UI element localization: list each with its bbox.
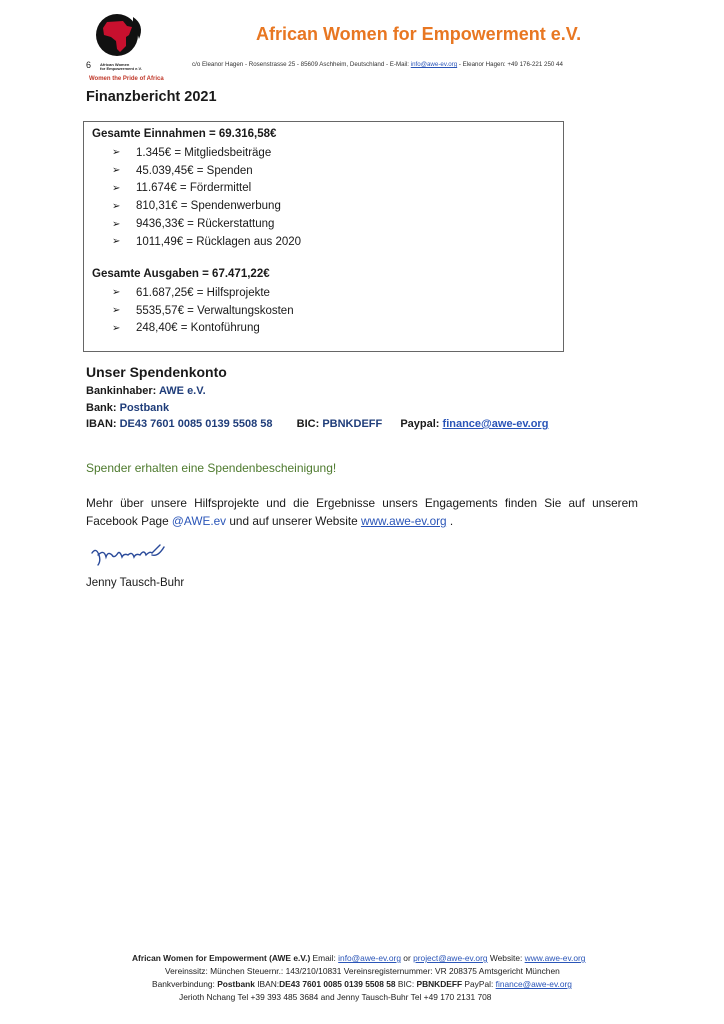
income-total: Gesamte Einnahmen = 69.316,58€ — [92, 128, 277, 140]
iban-line: IBAN: DE43 7601 0085 0139 5508 58 BIC: PBNKDEFF Paypal: finance@awe-ev.org — [86, 418, 549, 430]
footer-line-1: African Women for Empowerment (AWE e.V.) Email: info@awe-ev.org or project@awe-ev.org Website: www.awe-ev.org — [132, 953, 586, 963]
arrow-bullet-icon: ➢ — [112, 182, 121, 194]
org-logo — [93, 13, 153, 61]
footer-line-4: Jerioth Nchang Tel +39 393 485 3684 and Jenny Tausch-Buhr Tel +49 170 2131 708 — [179, 992, 492, 1002]
page-number: 6 — [86, 60, 92, 70]
arrow-bullet-icon: ➢ — [112, 165, 121, 177]
bic-value: PBNKDEFF — [322, 418, 383, 430]
footer-email-info[interactable]: info@awe-ev.org — [338, 953, 401, 963]
list-item: ➢ 61.687,25€ = Hilfsprojekte — [112, 286, 270, 299]
arrow-bullet-icon: ➢ — [112, 305, 121, 317]
bank-holder: Bankinhaber: AWE e.V. — [86, 385, 206, 397]
list-item: ➢ 5535,57€ = Verwaltungskosten — [112, 304, 294, 317]
list-item: ➢ 1.345€ = Mitgliedsbeiträge — [112, 146, 272, 159]
finance-summary-box — [83, 121, 564, 352]
footer-paypal[interactable]: finance@awe-ev.org — [495, 979, 572, 989]
bank-name: Bank: Postbank — [86, 402, 170, 414]
header-email-link[interactable]: info@awe-ev.org — [410, 61, 458, 68]
footer-email-project[interactable]: project@awe-ev.org — [413, 953, 488, 963]
footer-line-2: Vereinssitz: München Steuernr.: 143/210/10831 Vereinsregisternummer: VR 208375 Amtsgericht München — [165, 966, 560, 976]
income-list — [112, 144, 301, 251]
footer-website[interactable]: www.awe-ev.org — [524, 953, 586, 963]
list-item: ➢ 9436,33€ = Rückerstattung — [112, 218, 275, 231]
list-item: ➢ 1011,49€ = Rücklagen aus 2020 — [112, 235, 302, 248]
list-item: ➢ 11.674€ = Fördermittel — [112, 182, 252, 195]
iban-value: DE43 7601 0085 0139 5508 58 — [119, 418, 273, 430]
arrow-bullet-icon: ➢ — [112, 200, 121, 212]
org-title: African Women for Empowerment e.V. — [256, 24, 582, 44]
arrow-bullet-icon: ➢ — [112, 322, 121, 334]
konto-title: Unser Spendenkonto — [86, 364, 227, 380]
list-item: ➢ 45.039,45€ = Spenden — [112, 164, 253, 177]
more-info-paragraph: Mehr über unsere Hilfsprojekte und die Ergebnisse unsers Engagements finden Sie auf unserem Facebook Page @AWE.ev und auf unserer Website www.awe-ev.org . — [86, 496, 638, 528]
arrow-bullet-icon: ➢ — [112, 218, 121, 230]
facebook-link[interactable]: @AWE.ev — [171, 514, 227, 528]
donation-receipt-note: Spender erhalten eine Spendenbescheinigung! — [86, 461, 337, 475]
arrow-bullet-icon: ➢ — [112, 287, 121, 299]
arrow-bullet-icon: ➢ — [112, 147, 121, 159]
signature-image — [90, 541, 170, 571]
expense-total: Gesamte Ausgaben = 67.471,22€ — [92, 268, 270, 280]
signer-name: Jenny Tausch-Buhr — [86, 577, 185, 589]
list-item: ➢ 248,40€ = Kontoführung — [112, 322, 260, 335]
list-item: ➢ 810,31€ = Spendenwerbung — [112, 200, 281, 213]
org-motto: Women the Pride of Africa — [89, 76, 164, 82]
address-line: c/o Eleanor Hagen - Rosenstrasse 25 - 85609 Aschheim, Deutschland - E-Mail: info@awe-ev.org - Eleanor Hagen: +49 176-221 250 44 — [192, 61, 563, 68]
footer-line-3: Bankverbindung: Postbank IBAN:DE43 7601 0085 0139 5508 58 BIC: PBNKDEFF PayPal: finance@awe-ev.org — [152, 979, 572, 989]
paypal-link[interactable]: finance@awe-ev.org — [442, 418, 549, 430]
logo-caption: African Women for Empowerment e.V. — [100, 62, 142, 71]
arrow-bullet-icon: ➢ — [112, 236, 121, 248]
expense-list — [112, 284, 294, 337]
website-link[interactable]: www.awe-ev.org — [360, 514, 447, 528]
report-title: Finanzbericht 2021 — [86, 89, 217, 105]
